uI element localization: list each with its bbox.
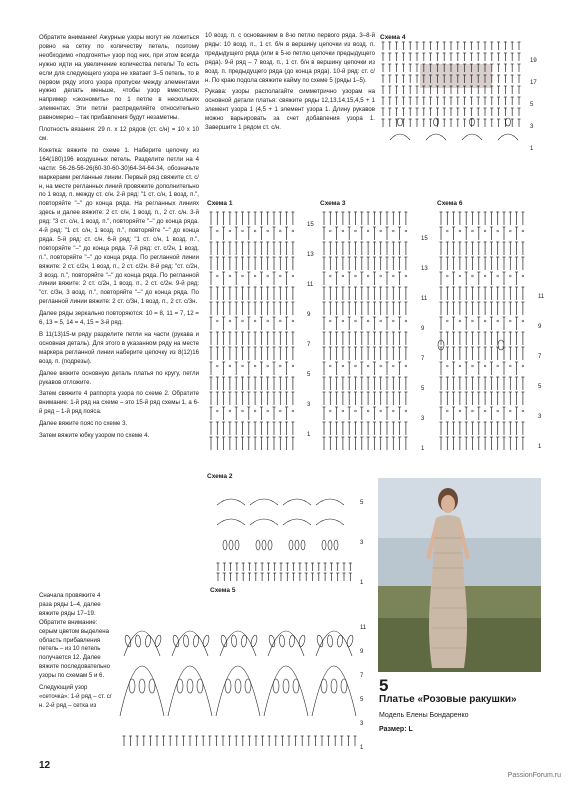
row-number: 7 bbox=[307, 342, 311, 348]
schema-2-diagram bbox=[215, 485, 355, 585]
row-number: 11 bbox=[307, 282, 314, 288]
row-number: 3 bbox=[538, 414, 542, 420]
text-column-middle bbox=[205, 32, 375, 136]
row-number: 5 bbox=[360, 500, 364, 506]
text-column-wrap bbox=[39, 592, 113, 711]
paragraph-gauge: Плотность вязания: 29 п. х 12 рядов (ст. с/н) = 10 х 10 см. bbox=[39, 126, 199, 142]
row-number: 11 bbox=[421, 296, 428, 302]
paragraph-pattern2: Затем свяжите 4 раппорта узора по схеме 2. Обратите внимание: 1-й ряд на схеме – это 15-й ряд схемы 1, а 6-й ряд – 1-й ряд пояса. bbox=[39, 390, 199, 416]
row-number: 15 bbox=[421, 236, 428, 242]
model-author: Модель Елены Бондаренко bbox=[379, 712, 469, 719]
row-number: 3 bbox=[307, 402, 311, 408]
row-number: 17 bbox=[530, 80, 537, 86]
row-number: 9 bbox=[538, 324, 542, 330]
paragraph-skirt: Затем вяжите юбку узором по схеме 4. bbox=[39, 432, 150, 440]
row-number: 1 bbox=[538, 444, 542, 450]
row-number: 7 bbox=[360, 673, 364, 679]
schema-6-title: Схема 6 bbox=[437, 200, 463, 207]
row-number: 5 bbox=[307, 372, 311, 378]
paragraph-wrap: Сначала провяжите 4 раза ряды 1–4, далее вяжите ряды 17–19. Обратите внимание: серым цветом выделена область прибавления петель – из 10 петель получается 12. Далее вяжите последовательно узоры по схемам 5 и 6. bbox=[39, 592, 111, 680]
row-number: 9 bbox=[421, 326, 425, 332]
row-number: 13 bbox=[307, 252, 314, 258]
paragraph-sleeves: Рукава: узоры располагайте симметрично узорам на основной детали платья: свяжите ряды 12,13,14,15,4,5 + 1 элемент узора 1 (4,5 + 1 элемент узора 1. Длину рукавов можно варьировать за счет добавления узора 1. Завершите 1 рядом ст. с/н. bbox=[205, 88, 375, 132]
schema-5-diagram bbox=[120, 596, 365, 751]
row-number: 7 bbox=[538, 354, 542, 360]
row-number: 15 bbox=[307, 222, 314, 228]
row-number: 1 bbox=[530, 146, 534, 152]
row-number: 9 bbox=[360, 649, 364, 655]
schema-3-title: Схема 3 bbox=[320, 200, 346, 207]
footer-site: PassionForum.ru bbox=[507, 772, 561, 779]
model-title: Платье «Розовые ракушки» bbox=[379, 694, 517, 705]
schema-2-title: Схема 2 bbox=[207, 473, 233, 480]
schema-4-diagram bbox=[380, 42, 530, 162]
paragraph-belt: Далее вяжите пояс по схеме 3. bbox=[39, 420, 128, 428]
row-number: 1 bbox=[360, 580, 364, 586]
row-number: 5 bbox=[530, 102, 534, 108]
row-number: 1 bbox=[421, 446, 425, 452]
page-number: 12 bbox=[39, 760, 51, 771]
model-size: Размер: L bbox=[379, 726, 413, 733]
schema-4-title: Схема 4 bbox=[380, 34, 406, 41]
row-number: 11 bbox=[538, 294, 545, 300]
row-number: 13 bbox=[421, 266, 428, 272]
row-number: 3 bbox=[360, 540, 364, 546]
paragraph-split: В 11(13)15-м ряду разделите петли на части (рукава и основная деталь). Для этого в указанном ряду на месте маркера регланной линии наберите цепочку из 8(12)16 возд. п. (подрезы). bbox=[39, 331, 199, 365]
paragraph-mesh: 10 возд. п. с основанием в 8-ю петлю первого ряда. 3–8-й ряды: 10 возд. п., 1 ст. б/н в вершину цепочки из возд. п. предыдущего ряда (или в 5-ю петлю цепочки предыдущего ряда). 9-й ряд – 7 возд. п., 1 ст. б/н в вершину цепочки из возд. п. предыдущего ряда (до конца ряда). 10-й ряд: ст. с/н. По краю подола свяжите кайму по схеме 5 (ряды 1–5). bbox=[205, 32, 375, 84]
schema-1-title: Схема 1 bbox=[207, 200, 233, 207]
paragraph-yoke: Кокетка: вяжите по схеме 1. Наберите цепочку из 164(180)196 воздушных петель. Разделите петли на 4 части: 56-26-56-26(60-30-60-30)64-34-64-34, обозначьте маркерами регланные линии. Первый ряд свяжите ст. с/н, на месте регланных линий провяжите дополнительно по 1 возд. п. между ст. с/н. 2-й ряд: "1 ст. с/н, 1 возд. п.", повторяйте "–" до конца ряда. На регланных линиях здесь и далее вяжите: 2 ст. с/н, 1 возд. п., 2 ст. с/н. 3-й ряд: "3 ст. с/н, 1 возд. п.", повторяйте "–" до конца ряда. 4-й ряд: "1 ст. с/н, 1 возд. п.", повторяйте "–" до конца ряда. 5-й ряд: ст. с/н. 6-й ряд: "1 ст. с/н, 1 возд. п.", повторяйте "–" до конца ряда. 7-й ряд: ст. с/2н, 1 возд. п.", повторяйте "–" до конца ряда. По регланной линии вяжите: 2 ст. с/2н, 1 возд. п., 2 ст. с/2н. 8-й ряд: "ст. с/2н, 3 возд. п.", повторяйте "–" до конца ряда. По регланной линии вяжите: 2 ст. с/2н, 1 возд. п., 2 ст. с/2н. 9-й ряд: "ст. с/3н, 3 возд. п.", повторяйте "–" до конца ряда. По регланной линии вяжите: 2 ст. с/3н, 1 возд. п., 2 ст. с/3н. bbox=[39, 146, 199, 306]
schema-1-diagram bbox=[207, 212, 307, 457]
row-number: 5 bbox=[538, 384, 542, 390]
row-number: 5 bbox=[360, 697, 364, 703]
row-number: 11 bbox=[360, 625, 367, 631]
row-number: 7 bbox=[421, 356, 425, 362]
schema-3-diagram bbox=[320, 212, 420, 457]
paragraph-repeat: Далее ряды зеркально повторяются: 10 = 8, 11 = 7, 12 = 6, 13 = 5, 14 = 4, 15 = 3-й ряд. bbox=[39, 310, 199, 327]
row-number: 3 bbox=[360, 721, 364, 727]
paragraph-note: Обратите внимание! Ажурные узоры могут не ложиться ровно на сетку по количеству петель, поэтому необходимо «подгонять» узор под них, при этом всегда нужно идти на увеличение количества петель! То есть если для следующего узора не хватает 3–5 петель, то в первом ряду этого узора пропуски между элементами нужно делать меньше, чтобы узор вместился, например «экономить» по 1 петле в нескольких элементах. Эти петли распределяйте относительно равномерно – так прибавления будут незаметны. bbox=[39, 34, 199, 122]
schema-6-diagram bbox=[437, 212, 537, 457]
paragraph-body: Далее вяжите основную деталь платья по кругу, петли рукавов отложите. bbox=[39, 369, 199, 386]
row-number: 9 bbox=[307, 312, 311, 318]
row-number: 3 bbox=[530, 124, 534, 130]
row-number: 5 bbox=[421, 386, 425, 392]
text-column-left bbox=[39, 34, 199, 444]
row-number: 19 bbox=[530, 58, 537, 64]
model-photo bbox=[378, 478, 541, 672]
schema-5-title: Схема 5 bbox=[210, 587, 236, 594]
row-number: 1 bbox=[307, 432, 311, 438]
model-number: 5 bbox=[379, 676, 389, 695]
row-number: 1 bbox=[360, 745, 364, 751]
paragraph-wrap2: Следующий узор «сеточка»: 1-й ряд – ст. с/н. 2-й ряд – сетка из bbox=[39, 684, 112, 709]
row-number: 3 bbox=[421, 416, 425, 422]
photo-illustration bbox=[378, 478, 541, 672]
